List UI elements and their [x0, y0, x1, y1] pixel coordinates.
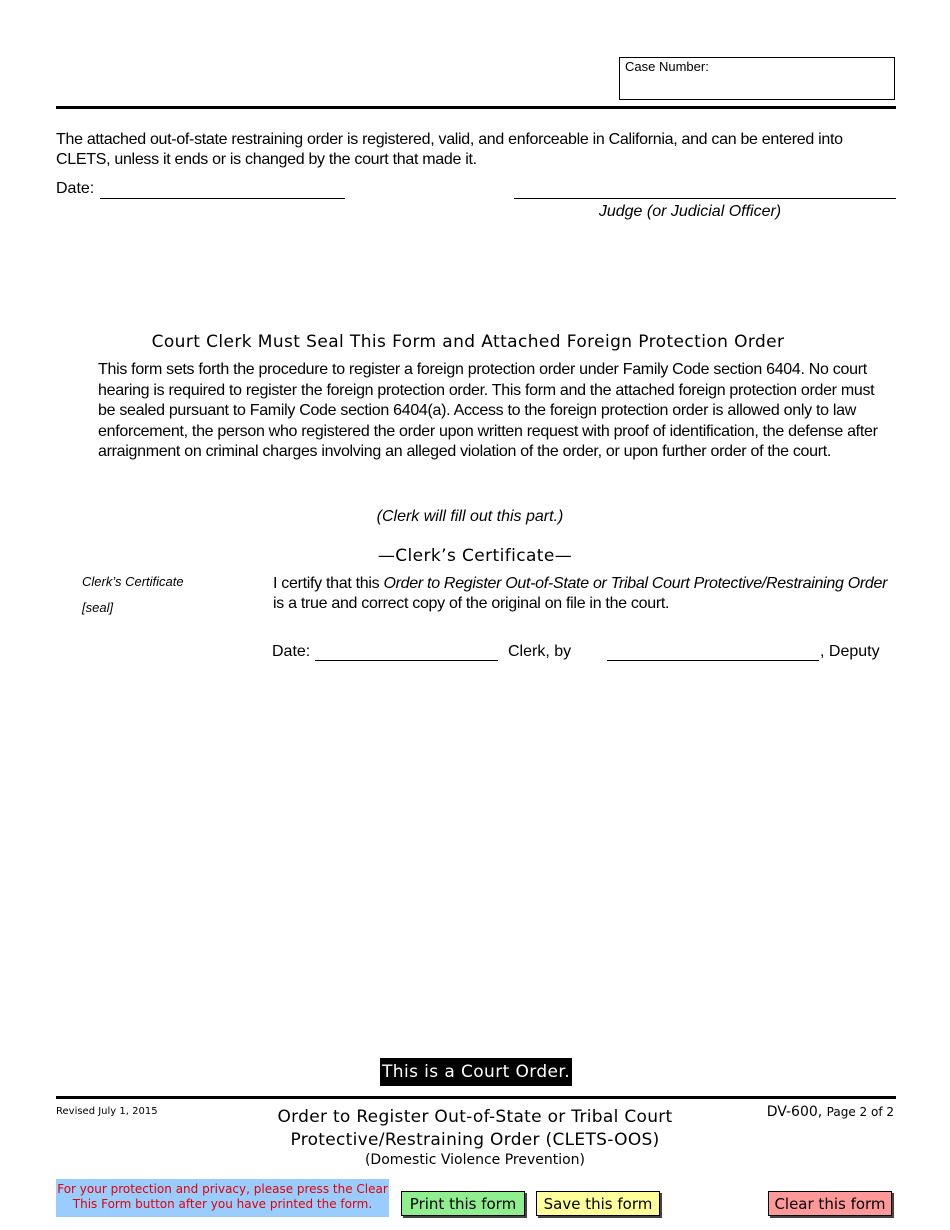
save-form-button[interactable]: Save this form [536, 1191, 660, 1216]
seal-label-seal: [seal] [82, 600, 114, 615]
registration-date-label: Date: [56, 180, 95, 197]
clerk-date-field[interactable] [315, 660, 498, 661]
case-number-label: Case Number: [625, 59, 709, 74]
revised-date: Revised July 1, 2015 [56, 1106, 158, 1117]
judge-signature-field[interactable] [514, 198, 896, 199]
privacy-notice: For your protection and privacy, please press the Clear This Form button after you have printed the form. [56, 1179, 389, 1217]
certify-order-title: Order to Register Out-of-State or Tribal Court Protective/Restraining Order [383, 575, 888, 592]
page-indicator: Page 2 of 2 [826, 1105, 894, 1119]
certify-suffix: is a true and correct copy of the original on file in the court. [273, 595, 670, 612]
clerk-signature-field[interactable] [607, 660, 819, 661]
form-title-line-1: Order to Register Out-of-State or Tribal Court [277, 1107, 673, 1127]
deputy-label: , Deputy [820, 643, 880, 660]
print-form-button[interactable]: Print this form [401, 1191, 525, 1216]
certify-prefix: I certify that this [273, 575, 384, 592]
clear-form-button[interactable]: Clear this form [768, 1191, 892, 1216]
seal-label-certificate: Clerk’s Certificate [82, 574, 184, 589]
judge-caption: Judge (or Judicial Officer) [598, 203, 782, 220]
header-divider [56, 106, 896, 109]
clerk-date-label: Date: [272, 643, 311, 660]
registration-statement: The attached out-of-state restraining order is registered, valid, and enforceable in California, and can be entered into CLETS, unless it ends or is changed by the court that made it. [56, 131, 843, 168]
form-id: DV-600, [766, 1104, 823, 1120]
form-number [740, 1104, 894, 1120]
form-title-line-2: Protective/Restraining Order (CLETS-OOS) [290, 1130, 660, 1150]
footer-divider [56, 1096, 896, 1099]
form-title [250, 1106, 700, 1152]
seal-notice-heading: Court Clerk Must Seal This Form and Attached Foreign Protection Order [151, 332, 785, 352]
form-subtitle: (Domestic Violence Prevention) [364, 1152, 586, 1168]
registration-date-field[interactable] [100, 198, 345, 199]
seal-notice-body: This form sets forth the procedure to register a foreign protection order under Family Code section 6404. No court hearing is required to register the foreign protection order. This form and the attached foreign protection order must be sealed pursuant to Family Code section 6404(a). Access to the foreign protection order is allowed only to law enforcement, the person who registered the order upon written request with proof of identification, the defense after arraignment on criminal charges involving an alleged violation of the order, or upon further order of the court. [98, 361, 878, 460]
clerk-by-label: Clerk, by [508, 643, 572, 660]
certification-statement [273, 574, 893, 614]
clerk-certificate-title: —Clerk’s Certificate— [377, 546, 573, 566]
clerk-fill-note: (Clerk will fill out this part.) [376, 508, 564, 525]
case-number-field[interactable] [619, 57, 895, 100]
court-order-badge: This is a Court Order. [380, 1058, 572, 1086]
